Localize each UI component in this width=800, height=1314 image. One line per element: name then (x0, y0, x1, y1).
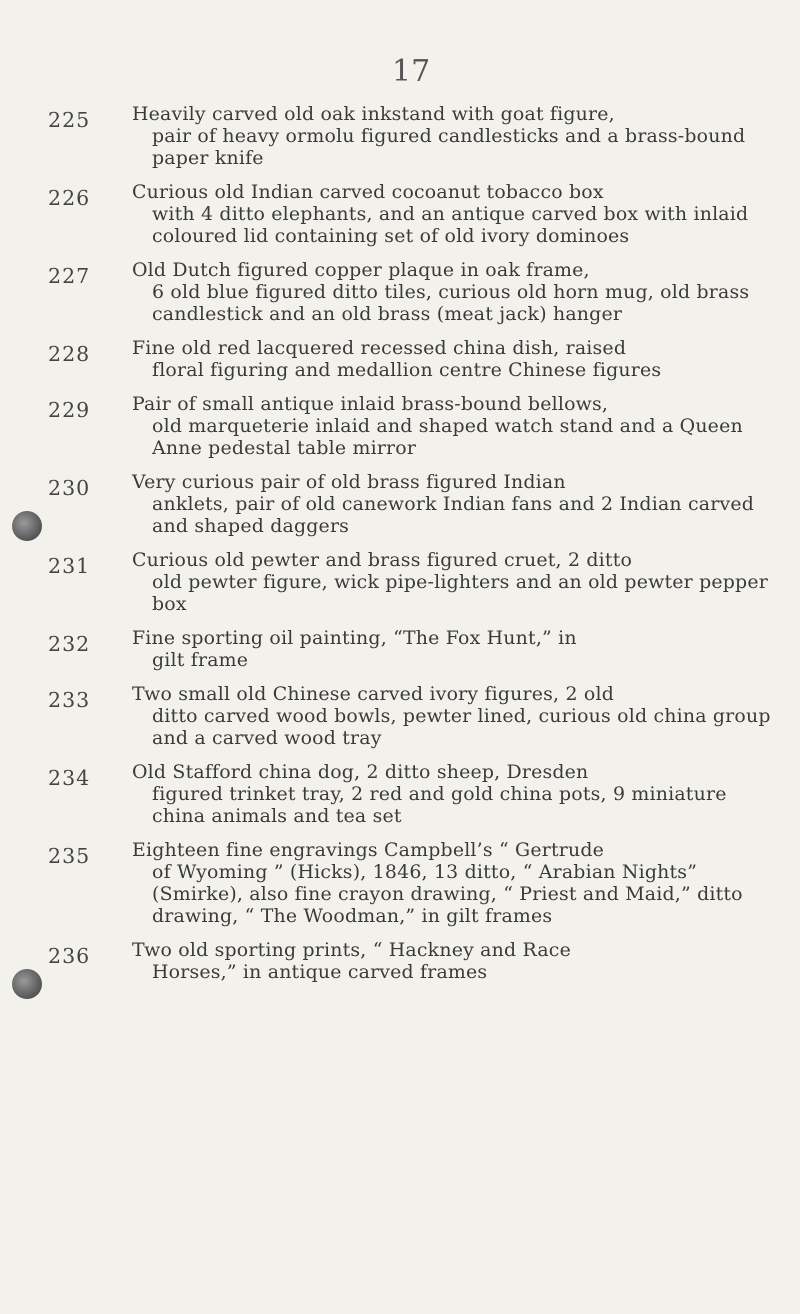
lot-description-continuation: floral figuring and medallion centre Chinese figures (152, 358, 662, 381)
lot-description-line: Two small old Chinese carved ivory figures, 2 old (132, 683, 614, 705)
lot-description (132, 182, 772, 248)
lot-number: 236 (48, 944, 91, 968)
page-number: 17 (392, 54, 431, 89)
lot-number: 225 (48, 108, 91, 132)
lot-description-continuation: old pewter figure, wick pipe-lighters and an old pewter pepper box (152, 570, 768, 615)
lot-description-line: Fine sporting oil painting, “The Fox Hunt,” in (132, 627, 577, 649)
lot-description-continuation: gilt frame (152, 648, 249, 671)
lot-description-continuation: of Wyoming ” (Hicks), 1846, 13 ditto, “ Arabian Nights” (Smirke), also fine crayon drawing, “ Priest and Maid,” ditto drawing, “ The Woodman,” in gilt frames (152, 860, 743, 927)
lot-description-continuation: ditto carved wood bowls, pewter lined, curious old china group and a carved wood tray (152, 704, 771, 749)
lot-number: 228 (48, 342, 91, 366)
lot-number: 233 (48, 688, 91, 712)
lot-description-line: Two old sporting prints, “ Hackney and Race (132, 939, 571, 961)
lot-description (132, 394, 772, 460)
lot-description (132, 260, 772, 326)
lot-number: 230 (48, 476, 91, 500)
lot-number: 226 (48, 186, 91, 210)
lot-description (132, 840, 772, 928)
lot-description-line: Old Dutch figured copper plaque in oak frame, (132, 259, 590, 281)
lot-description-line: Pair of small antique inlaid brass-bound bellows, (132, 393, 609, 415)
punch-hole-icon (12, 969, 42, 999)
lot-description-continuation: old marqueterie inlaid and shaped watch stand and a Queen Anne pedestal table mirror (152, 414, 743, 459)
lot-description-continuation: 6 old blue figured ditto tiles, curious old horn mug, old brass candlestick and an old brass (meat jack) hanger (152, 280, 750, 325)
lot-number: 234 (48, 766, 91, 790)
punch-hole-icon (12, 511, 42, 541)
lot-description (132, 472, 772, 538)
lot-description (132, 104, 772, 170)
lot-description-continuation: Horses,” in antique carved frames (152, 960, 488, 983)
lot-description-line: Old Stafford china dog, 2 ditto sheep, Dresden (132, 761, 589, 783)
lot-description-continuation: with 4 ditto elephants, and an antique carved box with inlaid coloured lid containing set of old ivory dominoes (152, 202, 749, 247)
lot-description-continuation: figured trinket tray, 2 red and gold china pots, 9 miniature china animals and tea set (152, 782, 727, 827)
lot-number: 231 (48, 554, 91, 578)
lot-description-line: Curious old pewter and brass figured cruet, 2 ditto (132, 549, 633, 571)
lot-description-line: Curious old Indian carved cocoanut tobacco box (132, 181, 604, 203)
lot-number: 227 (48, 264, 91, 288)
lot-description (132, 550, 772, 616)
lot-description-continuation: anklets, pair of old canework Indian fans and 2 Indian carved and shaped daggers (152, 492, 754, 537)
lot-description-line: Very curious pair of old brass figured Indian (132, 471, 566, 493)
lot-number: 235 (48, 844, 91, 868)
lot-description (132, 762, 772, 828)
lot-description-line: Heavily carved old oak inkstand with goat figure, (132, 103, 615, 125)
lot-description (132, 628, 772, 672)
lot-description-line: Eighteen fine engravings Campbell’s “ Gertrude (132, 839, 605, 861)
lot-number: 229 (48, 398, 91, 422)
lot-number: 232 (48, 632, 91, 656)
lot-description-continuation: pair of heavy ormolu figured candlesticks and a brass-bound paper knife (152, 124, 746, 169)
lot-description (132, 338, 772, 382)
lot-description-line: Fine old red lacquered recessed china dish, raised (132, 337, 627, 359)
lot-description (132, 940, 772, 984)
lot-description (132, 684, 772, 750)
